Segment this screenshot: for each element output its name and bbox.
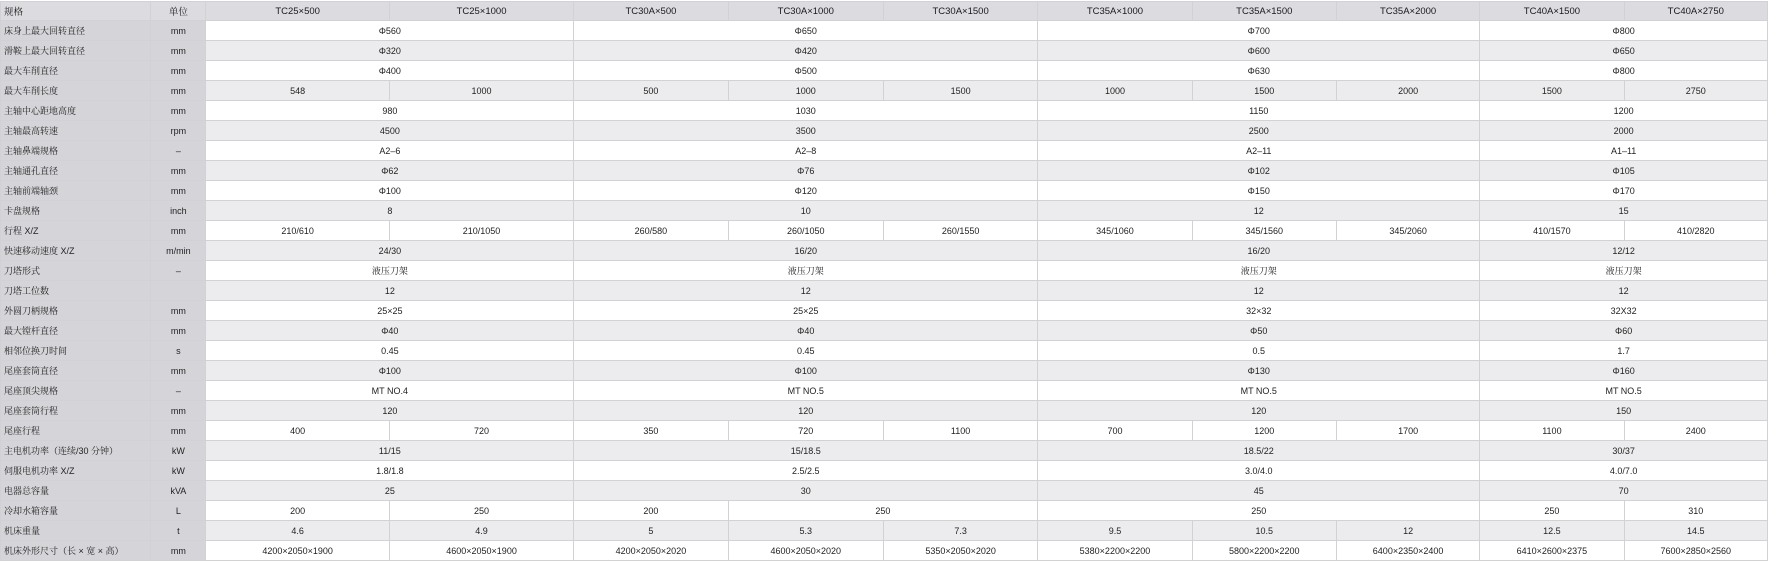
spec-value-cell: 1500 — [1480, 81, 1624, 101]
spec-value-cell: 4200×2050×2020 — [574, 541, 728, 561]
spec-value-cell: A2–6 — [206, 141, 574, 161]
spec-value-cell: 1500 — [883, 81, 1037, 101]
spec-row — [1, 181, 1768, 201]
spec-row — [1, 301, 1768, 321]
spec-name-cell: 机床重量 — [1, 521, 151, 541]
spec-row — [1, 81, 1768, 101]
spec-value-cell: 2500 — [1038, 121, 1480, 141]
spec-value-cell: 1100 — [883, 421, 1037, 441]
spec-unit-cell: s — [151, 341, 206, 361]
spec-unit-cell: – — [151, 141, 206, 161]
spec-unit-cell: mm — [151, 101, 206, 121]
spec-unit-cell: m/min — [151, 241, 206, 261]
spec-value-cell: 2400 — [1624, 421, 1767, 441]
spec-value-cell: MT NO.5 — [1038, 381, 1480, 401]
spec-unit-cell: mm — [151, 541, 206, 561]
header-row — [1, 2, 1768, 21]
spec-name-cell: 刀塔形式 — [1, 261, 151, 281]
spec-column-header: 规格 — [1, 2, 151, 21]
spec-value-cell: 15 — [1480, 201, 1768, 221]
spec-value-cell: 4.6 — [206, 521, 389, 541]
spec-value-cell: 30 — [574, 481, 1038, 501]
spec-value-cell: 70 — [1480, 481, 1768, 501]
spec-unit-cell: L — [151, 501, 206, 521]
spec-value-cell: 1000 — [1038, 81, 1192, 101]
spec-row — [1, 401, 1768, 421]
model-column-header: TC30A×500 — [574, 2, 728, 21]
spec-row — [1, 481, 1768, 501]
spec-name-cell: 尾座套筒行程 — [1, 401, 151, 421]
spec-value-cell: 1500 — [1192, 81, 1336, 101]
spec-value-cell: Φ650 — [1480, 41, 1768, 61]
spec-value-cell: 250 — [728, 501, 1038, 521]
table-header — [1, 2, 1768, 21]
spec-row — [1, 441, 1768, 461]
spec-value-cell: 7600×2850×2560 — [1624, 541, 1767, 561]
spec-value-cell: 25×25 — [574, 301, 1038, 321]
spec-value-cell: 260/1550 — [883, 221, 1037, 241]
spec-value-cell: 16/20 — [574, 241, 1038, 261]
spec-unit-cell: mm — [151, 61, 206, 81]
model-column-header: TC35A×1500 — [1192, 2, 1336, 21]
spec-row — [1, 421, 1768, 441]
spec-unit-cell: mm — [151, 21, 206, 41]
spec-unit-cell: – — [151, 381, 206, 401]
spec-value-cell: MT NO.5 — [574, 381, 1038, 401]
spec-value-cell: 3.0/4.0 — [1038, 461, 1480, 481]
spec-row — [1, 261, 1768, 281]
spec-name-cell: 尾座套筒直径 — [1, 361, 151, 381]
spec-name-cell: 伺服电机功率 X/Z — [1, 461, 151, 481]
spec-value-cell: 210/610 — [206, 221, 389, 241]
table-body — [1, 21, 1768, 561]
spec-value-cell: 5 — [574, 521, 728, 541]
spec-value-cell: 120 — [574, 401, 1038, 421]
spec-unit-cell: mm — [151, 161, 206, 181]
spec-value-cell: 410/2820 — [1624, 221, 1767, 241]
spec-value-cell: 18.5/22 — [1038, 441, 1480, 461]
spec-value-cell: 400 — [206, 421, 389, 441]
spec-value-cell: 2750 — [1624, 81, 1767, 101]
spec-value-cell: 1150 — [1038, 101, 1480, 121]
spec-name-cell: 主轴鼻端规格 — [1, 141, 151, 161]
spec-value-cell: 5380×2200×2200 — [1038, 541, 1192, 561]
spec-value-cell: 4.0/7.0 — [1480, 461, 1768, 481]
model-column-header: TC30A×1000 — [728, 2, 883, 21]
spec-row — [1, 341, 1768, 361]
spec-value-cell: Φ50 — [1038, 321, 1480, 341]
spec-value-cell: 30/37 — [1480, 441, 1768, 461]
model-column-header: TC30A×1500 — [883, 2, 1037, 21]
spec-unit-cell: kW — [151, 441, 206, 461]
spec-value-cell: 12 — [1038, 201, 1480, 221]
spec-value-cell: 1200 — [1480, 101, 1768, 121]
spec-value-cell: 120 — [1038, 401, 1480, 421]
spec-value-cell: 1.8/1.8 — [206, 461, 574, 481]
spec-name-cell: 电器总容量 — [1, 481, 151, 501]
spec-value-cell: Φ40 — [206, 321, 574, 341]
spec-row — [1, 61, 1768, 81]
spec-value-cell: 500 — [574, 81, 728, 101]
spec-row — [1, 381, 1768, 401]
spec-value-cell: 350 — [574, 421, 728, 441]
spec-value-cell: Φ320 — [206, 41, 574, 61]
spec-value-cell: 1000 — [389, 81, 573, 101]
spec-value-cell: 0.45 — [206, 341, 574, 361]
spec-value-cell: 9.5 — [1038, 521, 1192, 541]
spec-value-cell: 310 — [1624, 501, 1767, 521]
unit-column-header: 单位 — [151, 2, 206, 21]
spec-value-cell: 1700 — [1336, 421, 1479, 441]
spec-value-cell: 0.5 — [1038, 341, 1480, 361]
spec-value-cell: 5350×2050×2020 — [883, 541, 1037, 561]
spec-unit-cell: rpm — [151, 121, 206, 141]
spec-value-cell: 11/15 — [206, 441, 574, 461]
spec-value-cell: Φ650 — [574, 21, 1038, 41]
spec-name-cell: 床身上最大回转直径 — [1, 21, 151, 41]
spec-value-cell: Φ150 — [1038, 181, 1480, 201]
spec-value-cell: 12 — [1038, 281, 1480, 301]
spec-unit-cell: mm — [151, 361, 206, 381]
spec-name-cell: 最大镗杆直径 — [1, 321, 151, 341]
spec-unit-cell: mm — [151, 41, 206, 61]
spec-value-cell: MT NO.5 — [1480, 381, 1768, 401]
spec-value-cell: Φ160 — [1480, 361, 1768, 381]
spec-value-cell: 7.3 — [883, 521, 1037, 541]
spec-value-cell: 10 — [574, 201, 1038, 221]
spec-value-cell: Φ130 — [1038, 361, 1480, 381]
spec-value-cell: 14.5 — [1624, 521, 1767, 541]
spec-name-cell: 刀塔工位数 — [1, 281, 151, 301]
spec-value-cell: 5.3 — [728, 521, 883, 541]
spec-row — [1, 541, 1768, 561]
spec-name-cell: 主轴最高转速 — [1, 121, 151, 141]
spec-value-cell: 260/1050 — [728, 221, 883, 241]
spec-value-cell: 15/18.5 — [574, 441, 1038, 461]
spec-value-cell: 25 — [206, 481, 574, 501]
model-column-header: TC25×1000 — [389, 2, 573, 21]
spec-value-cell: 260/580 — [574, 221, 728, 241]
spec-value-cell: 2000 — [1336, 81, 1479, 101]
spec-value-cell: 1000 — [728, 81, 883, 101]
spec-value-cell: 250 — [389, 501, 573, 521]
spec-value-cell: Φ60 — [1480, 321, 1768, 341]
spec-row — [1, 461, 1768, 481]
spec-row — [1, 121, 1768, 141]
spec-value-cell: Φ500 — [574, 61, 1038, 81]
spec-row — [1, 281, 1768, 301]
spec-name-cell: 卡盘规格 — [1, 201, 151, 221]
spec-value-cell: Φ100 — [206, 181, 574, 201]
spec-unit-cell: – — [151, 261, 206, 281]
spec-row — [1, 41, 1768, 61]
spec-value-cell: 8 — [206, 201, 574, 221]
spec-value-cell: 345/2060 — [1336, 221, 1479, 241]
spec-row — [1, 241, 1768, 261]
spec-value-cell: 液压刀架 — [1038, 261, 1480, 281]
spec-value-cell: 10.5 — [1192, 521, 1336, 541]
spec-value-cell: 液压刀架 — [206, 261, 574, 281]
spec-value-cell: Φ600 — [1038, 41, 1480, 61]
spec-unit-cell: inch — [151, 201, 206, 221]
spec-value-cell: Φ170 — [1480, 181, 1768, 201]
spec-unit-cell: mm — [151, 401, 206, 421]
spec-unit-cell: mm — [151, 181, 206, 201]
spec-row — [1, 21, 1768, 41]
spec-name-cell: 尾座行程 — [1, 421, 151, 441]
spec-row — [1, 221, 1768, 241]
spec-value-cell: 1200 — [1192, 421, 1336, 441]
spec-value-cell: 720 — [728, 421, 883, 441]
spec-row — [1, 361, 1768, 381]
spec-value-cell: 24/30 — [206, 241, 574, 261]
spec-value-cell: Φ76 — [574, 161, 1038, 181]
spec-name-cell: 滑鞍上最大回转直径 — [1, 41, 151, 61]
model-column-header: TC35A×1000 — [1038, 2, 1192, 21]
spec-name-cell: 行程 X/Z — [1, 221, 151, 241]
spec-unit-cell: mm — [151, 221, 206, 241]
spec-unit-cell — [151, 281, 206, 301]
spec-name-cell: 最大车削直径 — [1, 61, 151, 81]
spec-name-cell: 冷却水箱容量 — [1, 501, 151, 521]
spec-name-cell: 最大车削长度 — [1, 81, 151, 101]
spec-value-cell: Φ120 — [574, 181, 1038, 201]
spec-value-cell: 548 — [206, 81, 389, 101]
model-column-header: TC40A×2750 — [1624, 2, 1767, 21]
spec-name-cell: 快速移动速度 X/Z — [1, 241, 151, 261]
spec-row — [1, 141, 1768, 161]
spec-name-cell: 主电机功率（连续/30 分钟） — [1, 441, 151, 461]
spec-row — [1, 321, 1768, 341]
spec-value-cell: 2000 — [1480, 121, 1768, 141]
model-column-header: TC35A×2000 — [1336, 2, 1479, 21]
spec-unit-cell: t — [151, 521, 206, 541]
spec-row — [1, 201, 1768, 221]
spec-value-cell: 1100 — [1480, 421, 1624, 441]
spec-row — [1, 501, 1768, 521]
spec-value-cell: 5800×2200×2200 — [1192, 541, 1336, 561]
spec-value-cell: Φ800 — [1480, 21, 1768, 41]
spec-name-cell: 主轴通孔直径 — [1, 161, 151, 181]
spec-value-cell: Φ560 — [206, 21, 574, 41]
spec-value-cell: 12.5 — [1480, 521, 1624, 541]
spec-unit-cell: kW — [151, 461, 206, 481]
spec-value-cell: 1030 — [574, 101, 1038, 121]
spec-value-cell: 6400×2350×2400 — [1336, 541, 1479, 561]
spec-value-cell: 2.5/2.5 — [574, 461, 1038, 481]
spec-value-cell: Φ102 — [1038, 161, 1480, 181]
spec-value-cell: 4600×2050×2020 — [728, 541, 883, 561]
spec-value-cell: 25×25 — [206, 301, 574, 321]
spec-value-cell: Φ400 — [206, 61, 574, 81]
spec-value-cell: 液压刀架 — [574, 261, 1038, 281]
spec-value-cell: Φ62 — [206, 161, 574, 181]
spec-row — [1, 161, 1768, 181]
spec-value-cell: 120 — [206, 401, 574, 421]
spec-value-cell: A1–11 — [1480, 141, 1768, 161]
spec-unit-cell: mm — [151, 81, 206, 101]
spec-value-cell: 980 — [206, 101, 574, 121]
model-column-header: TC25×500 — [206, 2, 389, 21]
spec-value-cell: 720 — [389, 421, 573, 441]
spec-value-cell: 250 — [1038, 501, 1480, 521]
spec-value-cell: Φ800 — [1480, 61, 1768, 81]
spec-value-cell: 4600×2050×1900 — [389, 541, 573, 561]
spec-value-cell: MT NO.4 — [206, 381, 574, 401]
spec-value-cell: A2–8 — [574, 141, 1038, 161]
spec-name-cell: 机床外形尺寸（长 × 宽 × 高） — [1, 541, 151, 561]
spec-name-cell: 主轴前端轴颈 — [1, 181, 151, 201]
spec-value-cell: 32×32 — [1038, 301, 1480, 321]
spec-name-cell: 主轴中心距地高度 — [1, 101, 151, 121]
spec-value-cell: 4.9 — [389, 521, 573, 541]
spec-value-cell: 12/12 — [1480, 241, 1768, 261]
spec-value-cell: 0.45 — [574, 341, 1038, 361]
spec-value-cell: 700 — [1038, 421, 1192, 441]
spec-row — [1, 101, 1768, 121]
spec-unit-cell: kVA — [151, 481, 206, 501]
spec-value-cell: 液压刀架 — [1480, 261, 1768, 281]
spec-value-cell: Φ630 — [1038, 61, 1480, 81]
spec-value-cell: 200 — [574, 501, 728, 521]
spec-value-cell: Φ100 — [206, 361, 574, 381]
spec-value-cell: 12 — [574, 281, 1038, 301]
spec-name-cell: 相邻位换刀时间 — [1, 341, 151, 361]
spec-value-cell: 45 — [1038, 481, 1480, 501]
spec-value-cell: 1.7 — [1480, 341, 1768, 361]
spec-unit-cell: mm — [151, 301, 206, 321]
spec-table — [0, 1, 1768, 561]
spec-row — [1, 521, 1768, 541]
spec-name-cell: 外圆刀柄规格 — [1, 301, 151, 321]
model-column-header: TC40A×1500 — [1480, 2, 1624, 21]
spec-unit-cell: mm — [151, 421, 206, 441]
spec-value-cell: A2–11 — [1038, 141, 1480, 161]
spec-value-cell: 3500 — [574, 121, 1038, 141]
spec-value-cell: 12 — [1336, 521, 1479, 541]
spec-value-cell: 12 — [1480, 281, 1768, 301]
spec-value-cell: Φ700 — [1038, 21, 1480, 41]
spec-value-cell: Φ420 — [574, 41, 1038, 61]
spec-value-cell: 345/1060 — [1038, 221, 1192, 241]
spec-value-cell: Φ40 — [574, 321, 1038, 341]
spec-value-cell: 6410×2600×2375 — [1480, 541, 1624, 561]
spec-value-cell: 345/1560 — [1192, 221, 1336, 241]
spec-value-cell: 4200×2050×1900 — [206, 541, 389, 561]
spec-value-cell: 200 — [206, 501, 389, 521]
spec-value-cell: 250 — [1480, 501, 1624, 521]
spec-value-cell: 4500 — [206, 121, 574, 141]
spec-name-cell: 尾座顶尖规格 — [1, 381, 151, 401]
spec-value-cell: 150 — [1480, 401, 1768, 421]
spec-value-cell: 410/1570 — [1480, 221, 1624, 241]
spec-value-cell: 210/1050 — [389, 221, 573, 241]
spec-value-cell: 12 — [206, 281, 574, 301]
spec-value-cell: Φ100 — [574, 361, 1038, 381]
spec-unit-cell: mm — [151, 321, 206, 341]
spec-value-cell: 16/20 — [1038, 241, 1480, 261]
spec-value-cell: 32X32 — [1480, 301, 1768, 321]
spec-value-cell: Φ105 — [1480, 161, 1768, 181]
